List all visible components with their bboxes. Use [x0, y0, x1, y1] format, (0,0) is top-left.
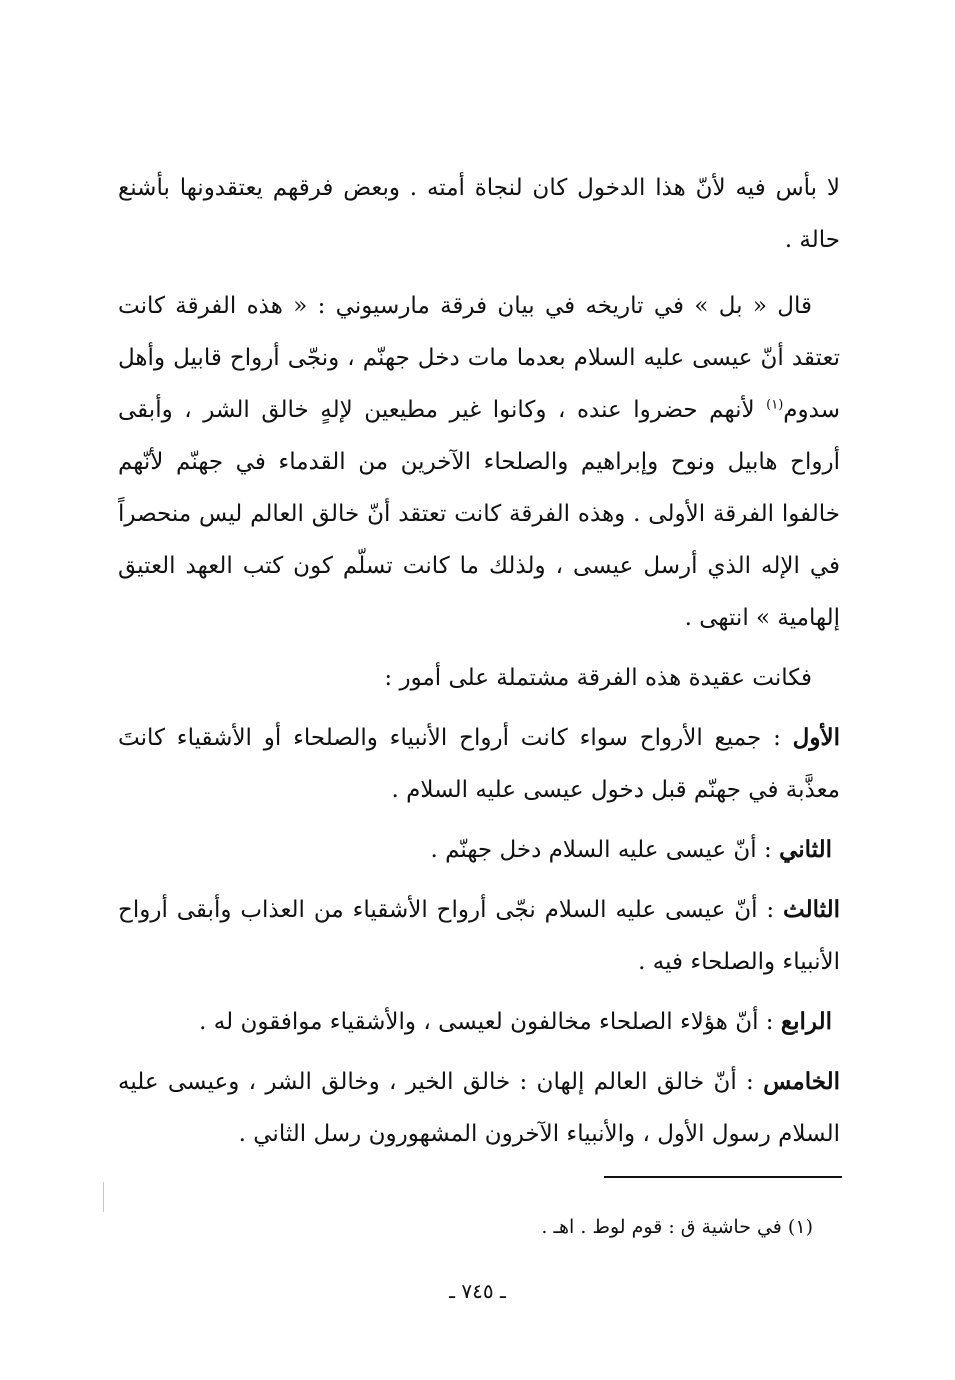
body-text	[118, 162, 840, 1160]
list-item-fourth	[118, 996, 840, 1048]
list-item-first-term: الأول	[792, 724, 840, 751]
page-number: ـ ٧٤٥ ـ	[449, 1279, 506, 1303]
scan-margin-mark	[103, 1182, 104, 1212]
paragraph-2	[118, 280, 840, 644]
list-item-second-text: : أنّ عيسى عليه السلام دخل جهنّم .	[430, 837, 780, 863]
list-item-fourth-text: : أنّ هؤلاء الصلحاء مخالفون لعيسى ، والأشقياء موافقون له .	[199, 1009, 781, 1035]
list-item-second-term: الثاني	[779, 836, 832, 863]
paragraph-3: فكانت عقيدة هذه الفرقة مشتملة على أمور :	[384, 665, 812, 691]
footnote: (١) في حاشية ق : قوم لوط . اهـ .	[541, 1216, 813, 1238]
paragraph-1: لا بأس فيه لأنّ هذا الدخول كان لنجاة أمته . وبعض فرقهم يعتقدونها بأشنع حالة .	[118, 175, 841, 253]
list-item-second	[118, 824, 840, 876]
list-item-third-text: : أنّ عيسى عليه السلام نجّى أرواح الأشقياء من العذاب وأبقى أرواح الأنبياء والصلحاء فيه .	[118, 897, 840, 975]
list-item-first-text: : جميع الأرواح سواء كانت أرواح الأنبياء والصلحاء أو الأشقياء كانتَ معذَّبة في جهنّم قبل دخول عيسى عليه السلام .	[118, 725, 840, 803]
list-item-third-term: الثالث	[783, 896, 840, 923]
footnote-reference: (١)	[766, 397, 784, 413]
paragraph-2-part-2: لأنهم حضروا عنده ، وكانوا غير مطيعين لإلهٍ خالق الشر ، وأبقى أرواح هابيل ونوح وإبراهيم والصلحاء الآخرين من القدماء في جهنّم لأنّهم خالفوا الفرقة الأولى . وهذه الفرقة كانت تعتقد أنّ خالق العالم ليس منحصراً في الإله الذي أرسل عيسى ، ولذلك ما كانت تسلّم كون كتب العهد العتيق إلهامية » انتهى .	[118, 397, 840, 631]
list-item-third	[118, 884, 840, 988]
paragraph-2-part-1: قال « بل » في تاريخه في بيان فرقة مارسيوني : « هذه الفرقة كانت تعتقد أنّ عيسى عليه السلام بعدما مات دخل جهنّم ، ونجّى أرواح قابيل وأهل سدوم	[118, 293, 840, 423]
list-item-fifth-text: : أنّ خالق العالم إلهان : خالق الخير ، وخالق الشر ، وعيسى عليه السلام رسول الأول ، والأنبياء الآخرون المشهورون رسل الثاني .	[118, 1069, 840, 1147]
list-item-fifth	[118, 1056, 840, 1160]
list-item-fifth-term: الخامس	[763, 1068, 840, 1095]
list-item-first	[118, 712, 840, 816]
list-item-fourth-term: الرابع	[780, 1008, 832, 1035]
footnote-divider	[604, 1176, 842, 1178]
